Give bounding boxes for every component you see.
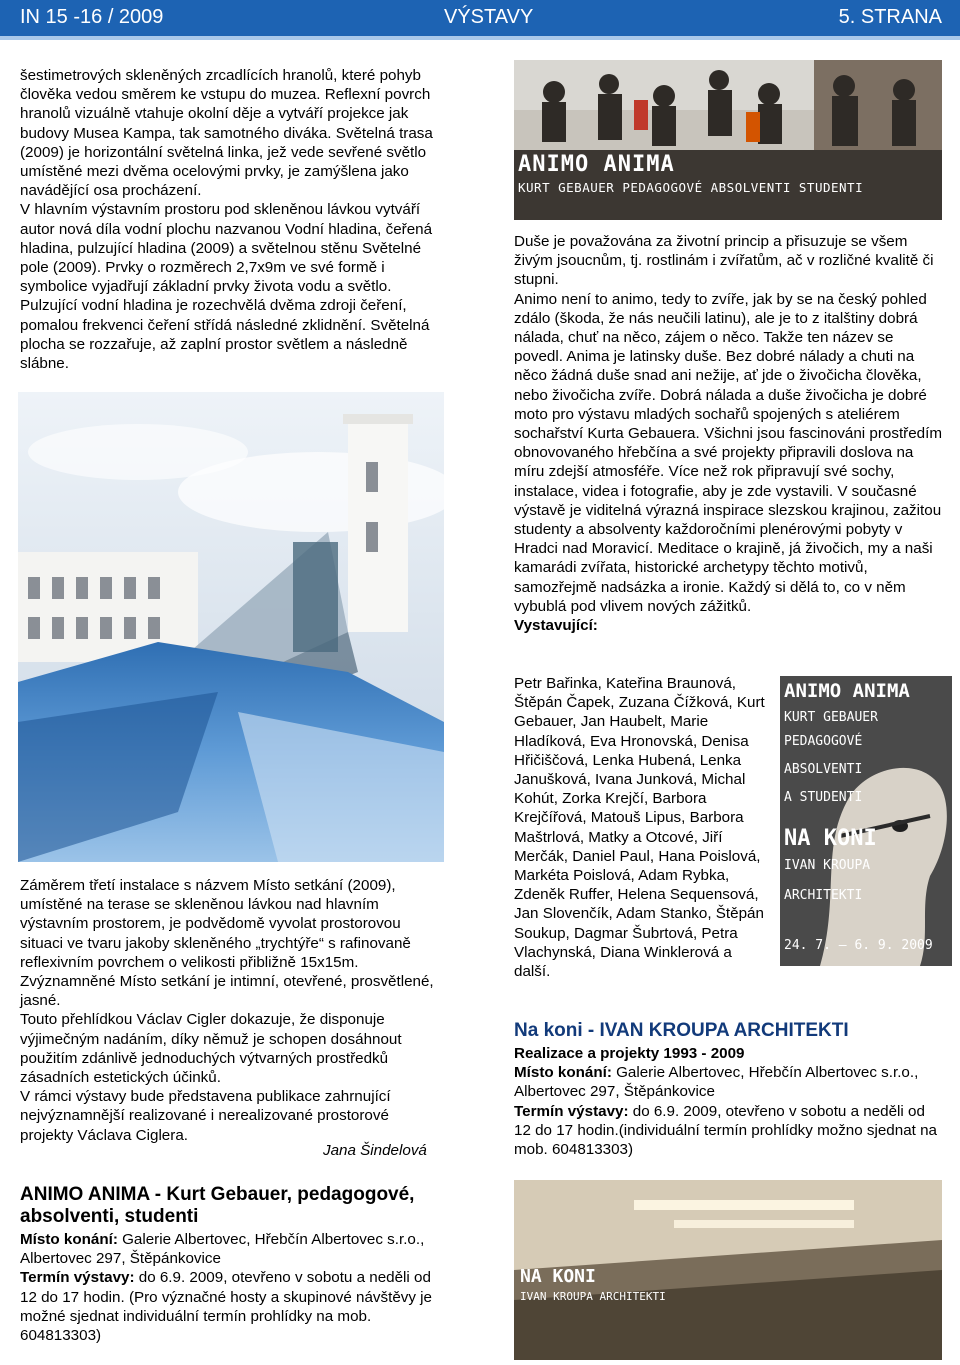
place-label: Místo konání: bbox=[20, 1231, 118, 1248]
animo-anima-banner bbox=[514, 60, 942, 220]
animo-anima-event bbox=[20, 1184, 444, 1345]
exhibitors-names: Petr Bařinka, Kateřina Braunová, Štěpán Čapek, Zuzana Čížková, Kurt Gebauer, Jan Haubelt, Marie Hladíková, Eva Hronovská, Denisa Hřičiščová, Lenka Hubená, Lenka Janušková, Ivana Junková, Michal Kohút, Zorka Krejčí, Barbora Krejčířová, Matouš Lipus, Barbora Maštrlová, Matky a Otcové, Jiří Merčák, Daniel Paul, Hana Poislová, Markéta Poislová, Adam Rybka, Zdeněk Ruffer, Helena Sequensová, Jan Slovenčík, Adam Stanko, Štěpán Soukup, Dagmar Šubrtová, Petra Vlachynská, Diana Winklerová a další. bbox=[514, 675, 765, 981]
poster-horse bbox=[780, 676, 952, 966]
poster-line: ANIMO ANIMA bbox=[784, 680, 910, 702]
photo-caption: NA KONI bbox=[520, 1266, 596, 1287]
na-koni-photo bbox=[514, 1180, 942, 1360]
issue-number: IN 15 -16 / 2009 bbox=[20, 6, 164, 28]
event-subtitle: Realizace a projekty 1993 - 2009 bbox=[514, 1045, 745, 1062]
date-value: do 6.9. 2009, otevřeno v sobotu a neděli od 12 do 17 hodin.(individuální termín prohlídky možno sjednat na mob. 604813303) bbox=[514, 1102, 937, 1159]
date-label: Termín výstavy: bbox=[514, 1102, 629, 1120]
date-value: do 6.9. 2009, otevřeno v sobotu a neděli od 12 do 17 hodin. (Pro význačné hosty a skupinové návštěvy je možné sjednat individuální termín prohlídky na mob. 604813303) bbox=[20, 1269, 432, 1345]
photo-caption: IVAN KROUPA ARCHITEKTI bbox=[520, 1290, 666, 1303]
event-title: Na koni - IVAN KROUPA ARCHITEKTI bbox=[514, 1020, 849, 1041]
paragraph: Záměrem třetí instalace s názvem Místo setkání (2009), umístěné na terase se skleněnou lávkou nad hlavním výstavním prostorem, je podvědomě vyvolat prostorovou situaci ve tvaru jakoby skleněného „trychtýře“ s rafinovaně reflexivním povrchem o velikosti přibližně 15x15m. Zvýznamněné Místo setkání je intimní, otevřené, prosvětlené, jasné. bbox=[20, 877, 434, 1010]
paragraph: V hlavním výstavním prostoru pod skleněnou lávkou vytváří autor nová díla vodní plochu nazvanou Vodní hladina, čeřená hladina, pulzující hladina (2009) a světelnou stěnu Světelné pole (2009). Prvky o rozměrech 2,7x9m ve své formě i symbolice vyjadřují základní prvky života vodu a světlo. Pulzující vodní hladina je rozechvělá dvěma zdroji čeření, pomalou frekvenci čeření střídá následné zklidnění. Světelná plocha se rozzařuje, až zaplní prostor světlem a následně slábne. bbox=[20, 201, 433, 373]
banner-subtitle: KURT GEBAUER PEDAGOGOVÉ ABSOLVENTI STUDENTI bbox=[518, 180, 864, 195]
event-title-main: ANIMO ANIMA bbox=[20, 1184, 150, 1205]
poster-line: ARCHITEKTI bbox=[784, 888, 863, 903]
paragraph: Duše je považována za životní princip a přisuzuje se všem živým jsoucnům, tj. rostlinám i zvířatům, ač v rozličné kvalitě či stupni. bbox=[514, 233, 934, 289]
paragraph: Animo není to animo, tedy to zvíře, jak by se na český pohled zdálo (škoda, že nás neučili latinu), ale je to z italštiny dobrá nálada, chuť na něco, zájem o něco. Takže ten název se povedl. Anima je latinsky duše. Bez dobré nálady a chuti na něco žádná duše snad ani nežije, ať jde o živočicha člověka, nebo živočicha zvíře. Dobrá nálada a duše živočicha je dobré moto pro výstavu mladých sochařů spojených s ateliérem sochařství Kurta Gebauera. Všichni jsou fascinováni prostředím obnovovaného hřebčína a své projekty připravili doslova na míru zdejší atmosféře. Více než rok připravují své sochy, instalace, videa i fotografie, aby je zde vystavili. V současné výstavě je viditelná výrazná inspirace slezskou krajinou, zažitou studenty a absolventy každoročními plenérovými pobyty v Hradci nad Moravicí. Meditace o krajině, já živočich, my a naši kamarádi zvířata, historické archetypy těchto motivů, samozřejmě nadsázka a ironie. Každý si dělá to, co v něm vybublá pod vlivem nových zážitků. bbox=[514, 290, 942, 615]
poster-line: KURT GEBAUER bbox=[784, 710, 878, 725]
header-divider bbox=[0, 36, 960, 40]
place-value: Galerie Albertovec, Hřebčín Albertovec s.r.o., Albertovec 297, Štěpánkovice bbox=[20, 1231, 425, 1268]
page-number: 5. STRANA bbox=[838, 6, 942, 28]
poster-line: PEDAGOGOVÉ bbox=[784, 734, 863, 749]
place-label: Místo konání: bbox=[514, 1064, 612, 1082]
banner-title: ANIMO ANIMA bbox=[518, 152, 675, 177]
na-koni-event bbox=[514, 1020, 942, 1159]
page-header bbox=[0, 0, 960, 36]
event-title-rest: - Kurt Gebauer, pedagogové, absolventi, studenti bbox=[20, 1184, 415, 1227]
poster-line: NA KONI bbox=[784, 826, 877, 851]
paragraph: V rámci výstavy bude představena publikace zahrnující nejvýznamnější realizované i nerealizované prostorové projekty Václava Ciglera. bbox=[20, 1088, 391, 1144]
paragraph: šestimetrových skleněných zrcadlících hranolů, které pohyb člověka vedou směrem ke vstupu do muzea. Reflexní povrch hranolů vizuálně vtahuje okolní děje a vytváří projekce jak budovy Musea Kampa, tak samotného diváka. Světelná trasa (2009) je horizontální světelná linka, jež vede sevřené světlo umístěné mezi dvěma ocelovými prvky, je zamýšlena jako navádějící osa procházení. bbox=[20, 67, 433, 200]
author-signature: Jana Šindelová bbox=[323, 1142, 427, 1159]
animo-anima-article bbox=[514, 232, 942, 635]
poster-line: ABSOLVENTI bbox=[784, 762, 863, 777]
left-article-bottom bbox=[20, 876, 444, 1145]
poster-line: IVAN KROUPA bbox=[784, 858, 871, 873]
place-value: Galerie Albertovec, Hřebčín Albertovec s.r.o., Albertovec 297, Štěpánkovice bbox=[514, 1064, 919, 1101]
exhibitors-list bbox=[514, 674, 772, 981]
date-label: Termín výstavy: bbox=[20, 1269, 135, 1287]
poster-line: 24. 7. – 6. 9. 2009 bbox=[784, 938, 933, 953]
section-title: VÝSTAVY bbox=[444, 6, 534, 28]
left-article-top bbox=[20, 66, 444, 373]
poster-line: A STUDENTI bbox=[784, 790, 863, 805]
museum-photo bbox=[18, 392, 444, 862]
paragraph: Touto přehlídkou Václav Cigler dokazuje, že disponuje výjimečným nadáním, díky němuž je schopen dosáhnout použitím zdánlivě jednoduchých výtvarných prostředků zásadních estetických účinků. bbox=[20, 1011, 402, 1087]
event-title bbox=[20, 1184, 444, 1228]
exhibitors-label: Vystavující: bbox=[514, 617, 598, 635]
